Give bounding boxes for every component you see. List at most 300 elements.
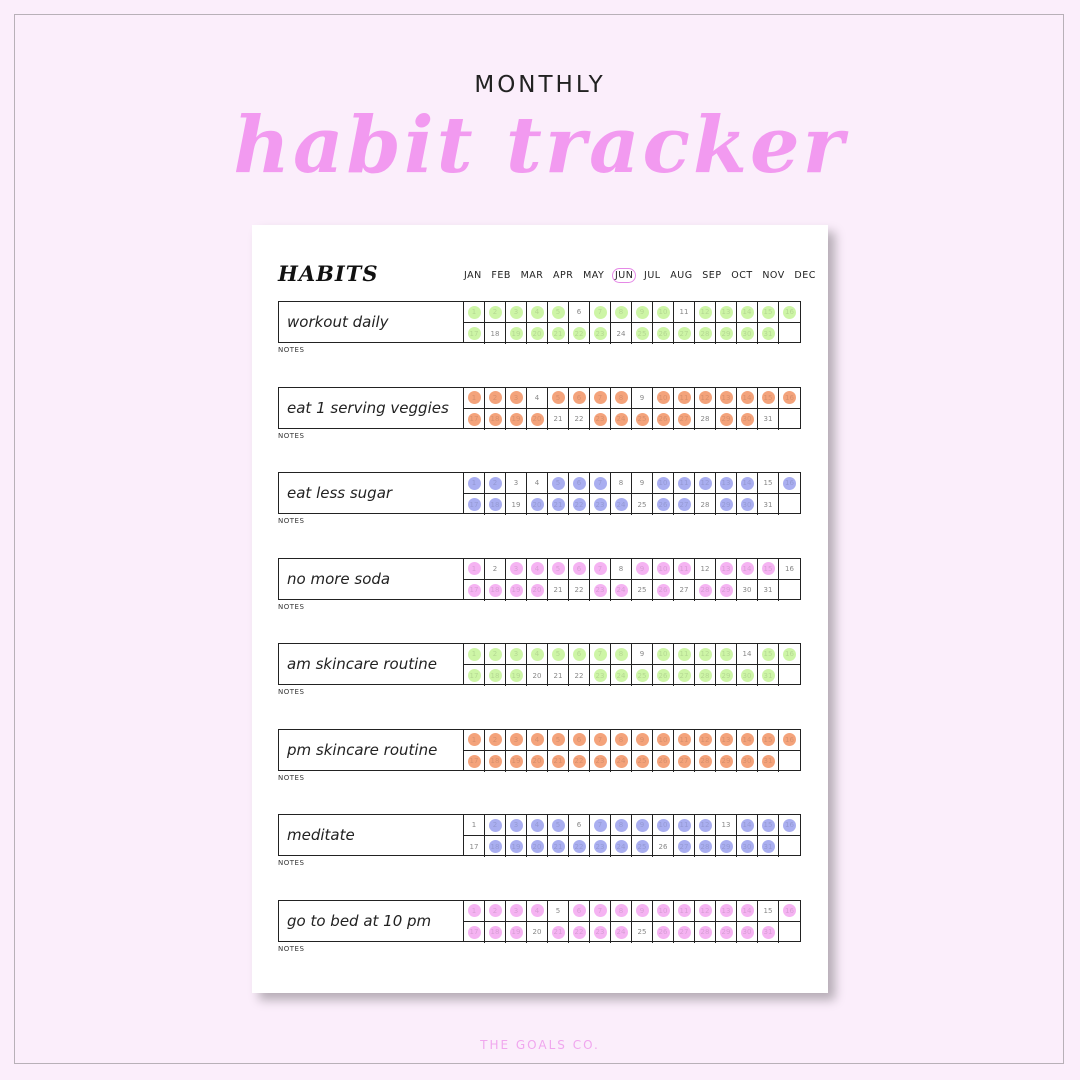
day-cell[interactable] [653,302,674,323]
day-cell[interactable] [527,922,548,943]
day-number: 6 [576,393,582,402]
day-number: 7 [597,479,603,487]
day-grid [463,729,801,771]
day-cell[interactable] [632,473,653,494]
day-cell[interactable] [569,665,590,686]
day-cell[interactable] [611,901,632,922]
day-cell[interactable] [506,815,527,836]
day-cell[interactable] [779,901,800,922]
day-number: 25 [637,500,647,509]
day-cell[interactable] [506,323,527,344]
day-number: 26 [658,842,668,851]
day-cell[interactable] [527,323,548,344]
day-cell[interactable] [737,559,758,580]
day-cell[interactable] [653,730,674,751]
day-cell[interactable] [569,751,590,772]
day-cell[interactable] [758,730,779,751]
day-cell[interactable] [527,302,548,323]
day-cell[interactable] [779,323,800,344]
day-cell[interactable] [485,730,506,751]
day-number: 8 [618,479,624,487]
day-cell[interactable] [758,901,779,922]
day-cell[interactable] [758,323,779,344]
day-cell[interactable] [485,665,506,686]
day-cell[interactable] [485,815,506,836]
day-cell[interactable] [548,836,569,857]
day-cell[interactable] [548,302,569,323]
day-cell[interactable] [611,580,632,601]
day-cell[interactable] [506,751,527,772]
day-cell[interactable] [611,644,632,665]
month-nov[interactable]: NOV [762,269,785,281]
day-cell[interactable] [506,559,527,580]
day-cell[interactable] [590,922,611,943]
day-cell[interactable] [695,302,716,323]
day-cell[interactable] [464,665,485,686]
day-cell[interactable] [485,751,506,772]
day-number: 24 [616,757,626,765]
day-cell[interactable] [779,580,800,601]
day-cell[interactable] [569,901,590,922]
day-number: 31 [763,757,773,765]
day-cell[interactable] [758,388,779,409]
day-number: 7 [597,308,603,316]
month-mar[interactable]: MAR [520,269,544,281]
day-cell[interactable] [548,559,569,580]
day-cell[interactable] [548,815,569,836]
day-cell[interactable] [485,644,506,665]
day-cell[interactable] [611,751,632,772]
day-cell[interactable] [464,302,485,323]
day-cell[interactable] [590,388,611,409]
day-cell[interactable] [485,302,506,323]
day-cell[interactable] [590,473,611,494]
day-cell[interactable] [548,388,569,409]
day-number: 24 [616,671,626,680]
day-cell[interactable] [716,922,737,943]
day-cell[interactable] [464,922,485,943]
day-cell[interactable] [590,815,611,836]
day-cell[interactable] [611,922,632,943]
day-cell[interactable] [653,751,674,772]
day-cell[interactable] [611,302,632,323]
habit-name[interactable]: no more soda [278,558,464,600]
day-cell[interactable] [737,494,758,515]
day-cell[interactable] [653,473,674,494]
day-cell[interactable] [527,473,548,494]
day-cell[interactable] [590,302,611,323]
day-cell[interactable] [548,323,569,344]
day-cell[interactable] [674,815,695,836]
day-cell[interactable] [632,409,653,430]
day-cell[interactable] [737,836,758,857]
day-cell[interactable] [611,409,632,430]
day-number: 31 [763,842,773,851]
day-cell[interactable] [506,473,527,494]
day-cell[interactable] [527,644,548,665]
day-cell[interactable] [506,836,527,857]
day-cell[interactable] [716,494,737,515]
day-cell[interactable] [611,323,632,344]
day-cell[interactable] [653,559,674,580]
day-cell[interactable] [758,302,779,323]
day-cell[interactable] [506,730,527,751]
day-cell[interactable] [695,409,716,430]
day-cell[interactable] [779,559,800,580]
day-cell[interactable] [632,559,653,580]
day-cell[interactable] [569,922,590,943]
day-cell[interactable] [674,901,695,922]
day-cell[interactable] [485,901,506,922]
day-cell[interactable] [695,922,716,943]
day-cell[interactable] [632,494,653,515]
day-cell[interactable] [716,815,737,836]
day-cell[interactable] [464,730,485,751]
month-feb[interactable]: FEB [491,269,511,281]
day-cell[interactable] [464,751,485,772]
day-cell[interactable] [506,580,527,601]
day-cell[interactable] [674,494,695,515]
day-cell[interactable] [590,730,611,751]
day-cell[interactable] [779,473,800,494]
day-cell[interactable] [590,580,611,601]
day-cell[interactable] [779,494,800,515]
day-cell[interactable] [569,836,590,857]
day-cell[interactable] [569,409,590,430]
day-cell[interactable] [590,409,611,430]
day-cell[interactable] [506,388,527,409]
day-cell[interactable] [737,580,758,601]
day-cell[interactable] [506,922,527,943]
day-cell[interactable] [506,644,527,665]
day-cell[interactable] [464,494,485,515]
day-cell[interactable] [695,751,716,772]
habit-name[interactable]: workout daily [278,301,464,343]
day-cell[interactable] [590,494,611,515]
day-cell[interactable] [716,580,737,601]
day-cell[interactable] [674,302,695,323]
day-cell[interactable] [548,409,569,430]
day-number: 29 [721,415,731,423]
day-cell[interactable] [569,473,590,494]
day-cell[interactable] [737,901,758,922]
day-cell[interactable] [464,559,485,580]
day-cell[interactable] [527,815,548,836]
day-cell[interactable] [758,836,779,857]
day-cell[interactable] [716,302,737,323]
day-cell[interactable] [758,665,779,686]
day-cell[interactable] [653,644,674,665]
day-cell[interactable] [527,836,548,857]
day-cell[interactable] [485,836,506,857]
day-cell[interactable] [548,473,569,494]
day-cell[interactable] [779,644,800,665]
day-cell[interactable] [548,751,569,772]
month-may[interactable]: MAY [583,269,605,281]
day-cell[interactable] [695,494,716,515]
day-cell[interactable] [674,388,695,409]
day-cell[interactable] [758,494,779,515]
day-cell[interactable] [485,922,506,943]
day-cell[interactable] [632,302,653,323]
day-cell[interactable] [632,388,653,409]
day-cell[interactable] [737,473,758,494]
day-cell[interactable] [737,815,758,836]
day-cell[interactable] [653,922,674,943]
day-cell[interactable] [758,559,779,580]
day-cell[interactable] [695,730,716,751]
day-cell[interactable] [674,644,695,665]
day-cell[interactable] [527,388,548,409]
day-cell[interactable] [674,559,695,580]
day-cell[interactable] [590,751,611,772]
day-cell[interactable] [695,836,716,857]
day-cell[interactable] [674,473,695,494]
day-cell[interactable] [464,836,485,857]
day-cell[interactable] [632,901,653,922]
day-number: 23 [595,671,605,680]
day-number: 26 [658,415,668,423]
day-cell[interactable] [779,388,800,409]
day-cell[interactable] [758,580,779,601]
habit-name[interactable]: eat 1 serving veggies [278,387,464,429]
day-cell[interactable] [611,730,632,751]
month-jul[interactable]: JUL [644,269,661,281]
day-number: 28 [700,415,710,423]
day-cell[interactable] [590,836,611,857]
day-cell[interactable] [758,751,779,772]
day-cell[interactable] [590,559,611,580]
day-cell[interactable] [611,836,632,857]
day-cell[interactable] [758,815,779,836]
day-cell[interactable] [632,922,653,943]
day-cell[interactable] [674,409,695,430]
day-number: 27 [679,928,689,936]
day-cell[interactable] [548,644,569,665]
day-cell[interactable] [632,751,653,772]
day-cell[interactable] [716,323,737,344]
day-cell[interactable] [485,494,506,515]
day-cell[interactable] [506,302,527,323]
day-cell[interactable] [569,559,590,580]
day-cell[interactable] [632,815,653,836]
day-cell[interactable] [779,815,800,836]
day-cell[interactable] [590,644,611,665]
day-cell[interactable] [758,473,779,494]
day-cell[interactable] [779,751,800,772]
notes-label: NOTES [278,944,305,953]
day-cell[interactable] [485,580,506,601]
day-cell[interactable] [674,580,695,601]
day-cell[interactable] [653,665,674,686]
day-cell[interactable] [653,409,674,430]
day-number: 23 [595,757,605,765]
month-sep[interactable]: SEP [702,269,722,281]
day-cell[interactable] [506,665,527,686]
day-cell[interactable] [737,644,758,665]
day-cell[interactable] [485,473,506,494]
day-cell[interactable] [527,409,548,430]
day-cell[interactable] [758,644,779,665]
day-cell[interactable] [653,388,674,409]
day-cell[interactable] [653,815,674,836]
day-cell[interactable] [485,559,506,580]
day-cell[interactable] [464,815,485,836]
day-cell[interactable] [653,580,674,601]
day-cell[interactable] [569,644,590,665]
day-cell[interactable] [485,409,506,430]
day-cell[interactable] [653,323,674,344]
day-cell[interactable] [737,665,758,686]
day-cell[interactable] [548,665,569,686]
day-cell[interactable] [632,580,653,601]
day-cell[interactable] [506,494,527,515]
day-cell[interactable] [716,836,737,857]
day-cell[interactable] [779,302,800,323]
day-cell[interactable] [695,388,716,409]
day-cell[interactable] [569,815,590,836]
habit-name[interactable]: am skincare routine [278,643,464,685]
day-cell[interactable] [611,665,632,686]
day-cell[interactable] [485,388,506,409]
day-cell[interactable] [674,323,695,344]
day-cell[interactable] [569,388,590,409]
day-cell[interactable] [695,580,716,601]
day-cell[interactable] [695,644,716,665]
day-cell[interactable] [527,494,548,515]
day-cell[interactable] [758,922,779,943]
day-cell[interactable] [737,302,758,323]
day-cell[interactable] [548,494,569,515]
day-cell[interactable] [695,323,716,344]
day-cell[interactable] [716,388,737,409]
day-cell[interactable] [569,323,590,344]
day-cell[interactable] [737,751,758,772]
day-cell[interactable] [674,665,695,686]
day-cell[interactable] [737,922,758,943]
day-cell[interactable] [716,473,737,494]
month-aug[interactable]: AUG [670,269,693,281]
day-number: 23 [595,928,605,936]
day-number: 27 [679,329,689,338]
day-cell[interactable] [674,751,695,772]
day-cell[interactable] [779,665,800,686]
day-number: 16 [785,821,794,829]
day-cell[interactable] [653,494,674,515]
day-cell[interactable] [569,302,590,323]
day-cell[interactable] [527,559,548,580]
day-cell[interactable] [527,751,548,772]
month-dec[interactable]: DEC [794,269,816,281]
habit-name[interactable]: go to bed at 10 pm [278,900,464,942]
day-cell[interactable] [674,730,695,751]
day-cell[interactable] [611,388,632,409]
habit-name[interactable]: eat less sugar [278,472,464,514]
day-cell[interactable] [695,473,716,494]
day-cell[interactable] [653,901,674,922]
day-cell[interactable] [716,751,737,772]
day-cell[interactable] [695,559,716,580]
day-cell[interactable] [611,494,632,515]
day-cell[interactable] [611,559,632,580]
day-cell[interactable] [464,644,485,665]
day-cell[interactable] [695,815,716,836]
day-cell[interactable] [737,730,758,751]
day-cell[interactable] [779,836,800,857]
day-number: 1 [471,735,477,744]
day-cell[interactable] [506,901,527,922]
habit-name[interactable]: meditate [278,814,464,856]
day-cell[interactable] [590,665,611,686]
day-cell[interactable] [464,473,485,494]
day-cell[interactable] [779,922,800,943]
day-cell[interactable] [548,922,569,943]
day-cell[interactable] [548,580,569,601]
day-cell[interactable] [590,323,611,344]
day-cell[interactable] [716,665,737,686]
day-cell[interactable] [527,665,548,686]
day-cell[interactable] [527,901,548,922]
day-cell[interactable] [716,409,737,430]
day-cell[interactable] [716,644,737,665]
day-cell[interactable] [632,730,653,751]
month-oct[interactable]: OCT [731,269,753,281]
day-cell[interactable] [716,730,737,751]
day-cell[interactable] [632,323,653,344]
day-cell[interactable] [506,409,527,430]
day-cell[interactable] [527,580,548,601]
day-cell[interactable] [632,644,653,665]
day-cell[interactable] [464,901,485,922]
day-cell[interactable] [632,836,653,857]
day-cell[interactable] [464,388,485,409]
day-cell[interactable] [569,580,590,601]
day-cell[interactable] [464,323,485,344]
day-cell[interactable] [548,901,569,922]
day-cell[interactable] [737,409,758,430]
month-apr[interactable]: APR [553,269,574,281]
habit-name[interactable]: pm skincare routine [278,729,464,771]
day-cell[interactable] [653,836,674,857]
day-cell[interactable] [674,836,695,857]
day-cell[interactable] [569,730,590,751]
month-jun[interactable]: JUN [612,268,636,283]
day-cell[interactable] [674,922,695,943]
day-cell[interactable] [695,901,716,922]
day-cell[interactable] [737,388,758,409]
day-number: 22 [574,415,584,423]
day-cell[interactable] [779,409,800,430]
day-cell[interactable] [737,323,758,344]
day-cell[interactable] [611,473,632,494]
day-cell[interactable] [590,901,611,922]
day-cell[interactable] [527,730,548,751]
day-cell[interactable] [485,323,506,344]
day-cell[interactable] [779,730,800,751]
day-cell[interactable] [716,559,737,580]
day-cell[interactable] [716,901,737,922]
day-cell[interactable] [569,494,590,515]
day-cell[interactable] [611,815,632,836]
day-cell[interactable] [632,665,653,686]
day-number: 9 [639,650,645,658]
day-cell[interactable] [695,665,716,686]
day-cell[interactable] [464,409,485,430]
month-jan[interactable]: JAN [464,269,482,281]
day-cell[interactable] [548,730,569,751]
day-cell[interactable] [464,580,485,601]
day-cell[interactable] [758,409,779,430]
